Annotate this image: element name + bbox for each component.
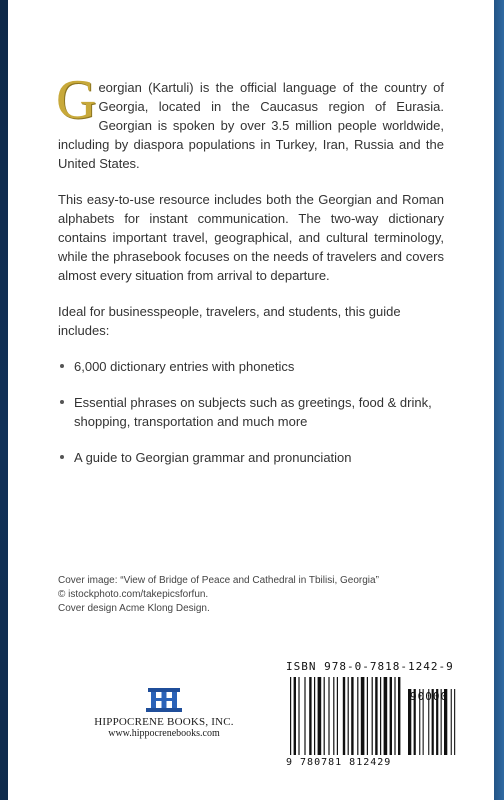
isbn-label: ISBN 978-0-7818-1242-9 bbox=[286, 660, 454, 673]
intro-text: eorgian (Kartuli) is the official language of the country of Georgia, located in the Caucasus region of Eurasia. Georgian is spoken by over 3.5 million people worldwide, including by diaspora populations in Turkey, Iran, Russia and the United States. bbox=[58, 80, 444, 171]
publisher-name: HIPPOCRENE BOOKS, INC. bbox=[94, 716, 234, 728]
barcode-bar bbox=[390, 677, 392, 755]
publisher-logo-block bbox=[84, 686, 244, 739]
barcode-bar bbox=[351, 677, 353, 755]
barcode-graphics bbox=[286, 673, 462, 768]
barcode-bar bbox=[343, 677, 345, 755]
credit-image: Cover image: “View of Bridge of Peace and Cathedral in Tbilisi, Georgia” bbox=[58, 575, 379, 586]
barcode-bar bbox=[394, 677, 395, 755]
barcode-bar bbox=[333, 677, 334, 755]
drop-cap: G bbox=[56, 69, 97, 131]
intro-paragraph bbox=[58, 60, 444, 173]
barcode-bar bbox=[298, 677, 299, 755]
ean-digits: 9 780781 812429 bbox=[286, 757, 392, 768]
addon-bar bbox=[451, 689, 452, 755]
list-item: A guide to Georgian grammar and pronunciation bbox=[58, 448, 444, 467]
credit-copyright: © istockphoto.com/takepicsforfun. bbox=[58, 589, 209, 600]
barcode-bar bbox=[372, 677, 373, 755]
barcode-bar bbox=[398, 677, 400, 755]
barcode-bar bbox=[348, 677, 349, 755]
list-item: Essential phrases on subjects such as greetings, food & drink, shopping, transportation and much more bbox=[58, 393, 444, 431]
barcode-bar bbox=[318, 677, 322, 755]
barcode-bar bbox=[367, 677, 368, 755]
barcode-bar bbox=[294, 677, 296, 755]
barcode-bar bbox=[384, 677, 388, 755]
addon-bar bbox=[454, 689, 455, 755]
hippocrene-logo-icon bbox=[144, 686, 184, 714]
resource-paragraph: This easy-to-use resource includes both the Georgian and Roman alphabets for instant communication. The two-way dictionary contains important travel, geographical, and cultural terminology, while the phrasebook focuses on the needs of travelers and covers almost every situation from arrival to departure. bbox=[58, 192, 444, 283]
list-item: 6,000 dictionary entries with phonetics bbox=[58, 357, 444, 376]
bullet-icon bbox=[60, 455, 64, 459]
barcode-bar bbox=[337, 677, 338, 755]
barcode-bar bbox=[357, 677, 358, 755]
feature-list bbox=[58, 357, 444, 467]
audience-paragraph: Ideal for businesspeople, travelers, and students, this guide includes: bbox=[58, 304, 401, 338]
bullet-icon bbox=[60, 400, 64, 404]
barcode-bar bbox=[304, 677, 305, 755]
barcode-bar bbox=[361, 677, 365, 755]
barcode-bar bbox=[375, 677, 377, 755]
cover-credits bbox=[58, 574, 448, 616]
price-code: 90000 bbox=[410, 690, 449, 703]
isbn-barcode bbox=[286, 660, 462, 768]
barcode-bar bbox=[380, 677, 381, 755]
barcode-bar bbox=[290, 677, 291, 755]
barcode-bar bbox=[324, 677, 325, 755]
bullet-icon bbox=[60, 364, 64, 368]
barcode-bar bbox=[328, 677, 329, 755]
barcode-bar bbox=[314, 677, 315, 755]
barcode-bar bbox=[309, 677, 311, 755]
ean-bars bbox=[286, 673, 462, 759]
credit-design: Cover design Acme Klong Design. bbox=[58, 603, 210, 614]
publisher-website: www.hippocrenebooks.com bbox=[108, 728, 220, 739]
description-block bbox=[58, 60, 444, 484]
